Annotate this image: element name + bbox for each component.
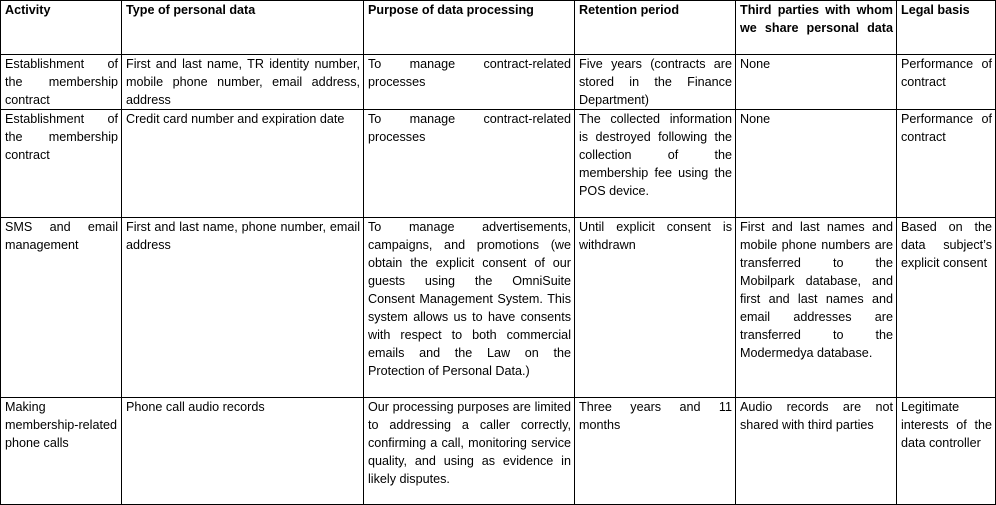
cell-activity: SMS and email management bbox=[1, 218, 122, 398]
table-row bbox=[1, 55, 996, 110]
cell-purpose: Our processing purposes are limited to addressing a caller correctly, confirming a call, monitoring service quality, and using as evidence in likely disputes. bbox=[364, 398, 575, 505]
header-row bbox=[1, 1, 996, 55]
cell-purpose: To manage advertisements, campaigns, and promotions (we obtain the explicit consent of our guests using the OmniSuite Consent Management System. This system allows us to have consents with respect to both commercial emails and the Law on the Protection of Personal Data.) bbox=[364, 218, 575, 398]
cell-data-type: Phone call audio records bbox=[122, 398, 364, 505]
cell-data-type: Credit card number and expiration date bbox=[122, 110, 364, 218]
header-activity: Activity bbox=[1, 1, 122, 55]
cell-third-parties: Audio records are not shared with third parties bbox=[736, 398, 897, 505]
cell-third-parties: First and last names and mobile phone numbers are transferred to the Mobilpark database, and first and last names and email addresses are transferred to the Modermedya database. bbox=[736, 218, 897, 398]
header-retention-period: Retention period bbox=[575, 1, 736, 55]
cell-purpose: To manage contract-related processes bbox=[364, 55, 575, 110]
cell-legal-basis: Performance of contract bbox=[897, 55, 996, 110]
cell-legal-basis: Legitimate interests of the data controller bbox=[897, 398, 996, 505]
table-row bbox=[1, 218, 996, 398]
cell-data-type: First and last name, phone number, email address bbox=[122, 218, 364, 398]
header-third-parties: Third parties with whom we share personal data bbox=[736, 1, 897, 55]
table-row bbox=[1, 110, 996, 218]
cell-activity: Establishment of the membership contract bbox=[1, 55, 122, 110]
cell-activity: Making membership-related phone calls bbox=[1, 398, 122, 505]
header-purpose: Purpose of data processing bbox=[364, 1, 575, 55]
cell-legal-basis: Performance of contract bbox=[897, 110, 996, 218]
cell-retention: Five years (contracts are stored in the Finance Department) bbox=[575, 55, 736, 110]
table-row bbox=[1, 398, 996, 505]
cell-legal-basis: Based on the data subject’s explicit consent bbox=[897, 218, 996, 398]
cell-retention: Three years and 11 months bbox=[575, 398, 736, 505]
cell-data-type: First and last name, TR identity number, mobile phone number, email address, address bbox=[122, 55, 364, 110]
cell-purpose: To manage contract-related processes bbox=[364, 110, 575, 218]
cell-third-parties: None bbox=[736, 110, 897, 218]
cell-retention: Until explicit consent is withdrawn bbox=[575, 218, 736, 398]
header-legal-basis: Legal basis bbox=[897, 1, 996, 55]
cell-retention: The collected information is destroyed following the collection of the membership fee using the POS device. bbox=[575, 110, 736, 218]
cell-third-parties: None bbox=[736, 55, 897, 110]
header-type-of-personal-data: Type of personal data bbox=[122, 1, 364, 55]
cell-activity: Establishment of the membership contract bbox=[1, 110, 122, 218]
